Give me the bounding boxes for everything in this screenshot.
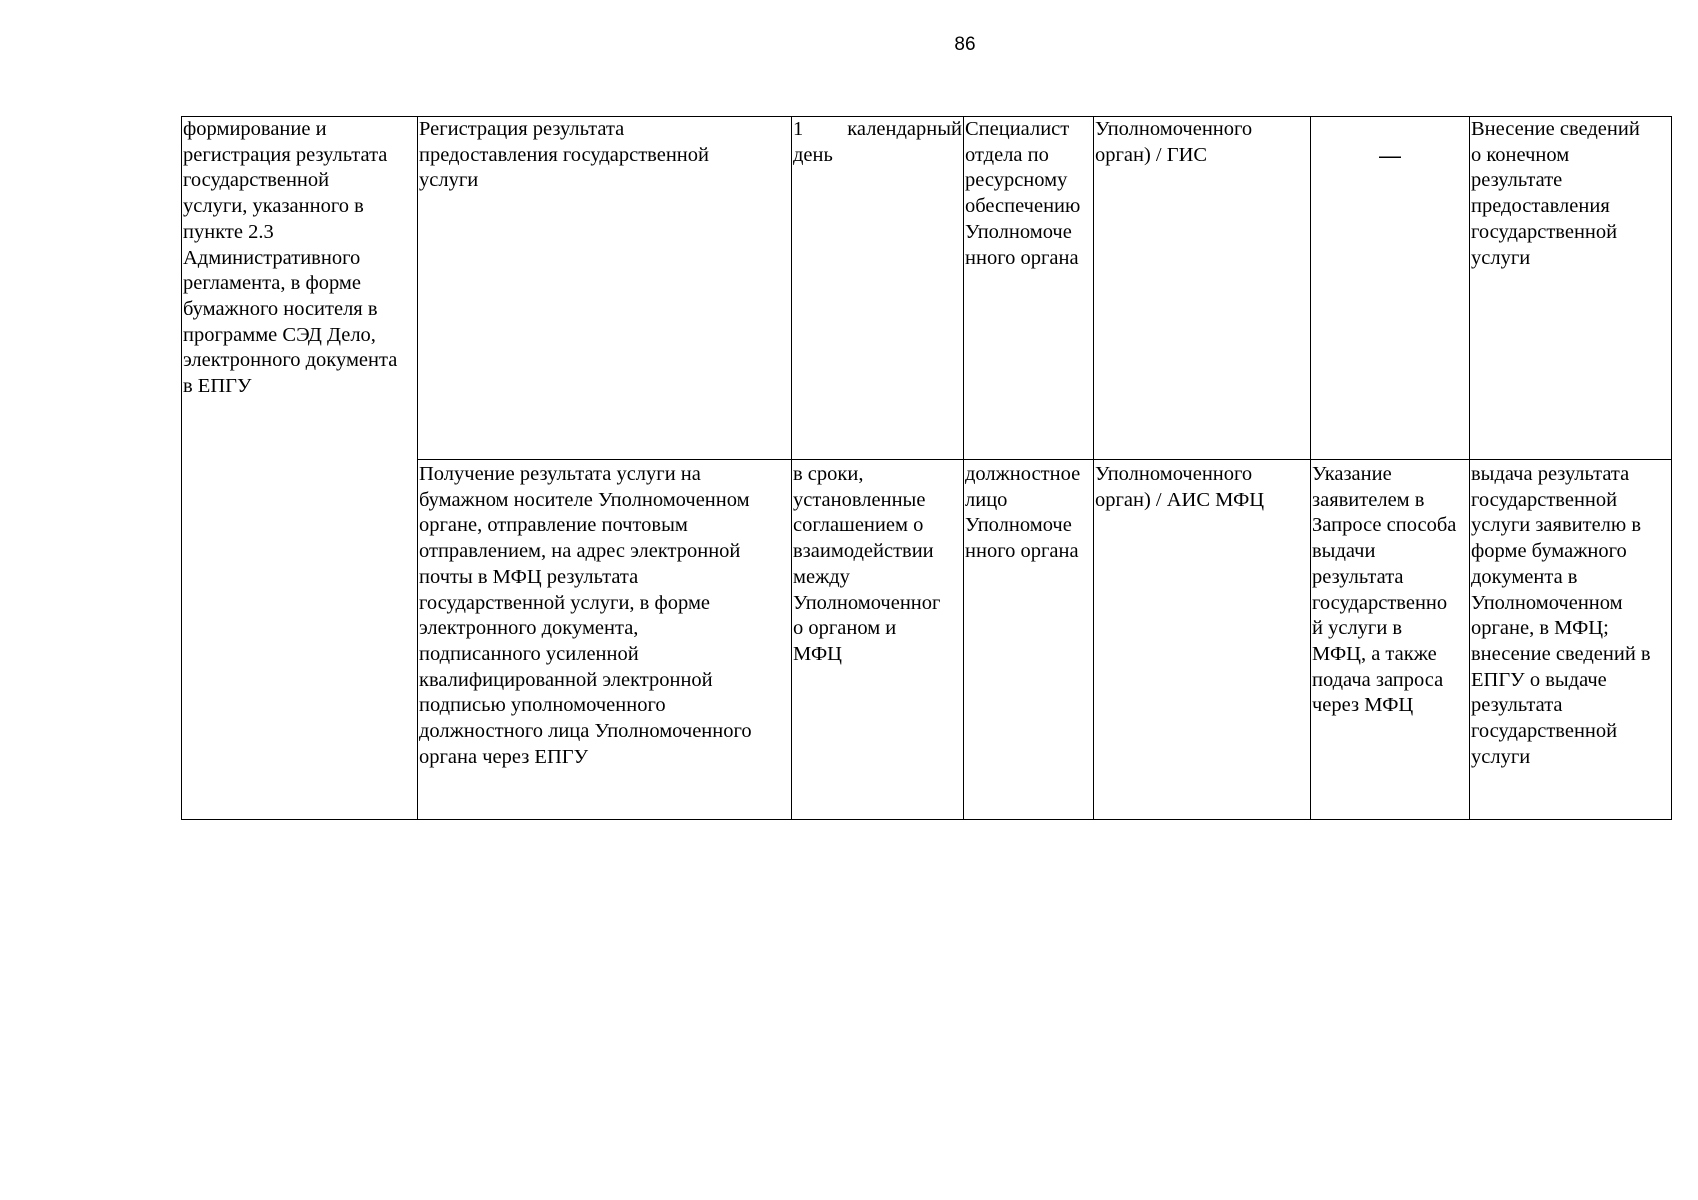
term-first-line xyxy=(793,117,962,143)
term-cell: в сроки, установленные соглашением о взаимодействии между Уполномоченног о органом и МФЦ xyxy=(792,460,964,820)
result-cell: выдача результата государственной услуги заявителю в форме бумажного документа в Уполномоченном органе, в МФЦ; внесение сведений в ЕПГУ о выдаче результата государственной услуги xyxy=(1470,460,1672,820)
procedure-table xyxy=(181,116,1672,820)
table-row xyxy=(182,117,1672,460)
criteria-cell xyxy=(1311,117,1470,460)
place-cell: Уполномоченного орган) / АИС МФЦ xyxy=(1094,460,1311,820)
dash-mark: — xyxy=(1379,142,1401,168)
term-number: 1 xyxy=(793,118,804,140)
result-cell: Внесение сведений о конечном результате предоставления государственной услуги xyxy=(1470,117,1672,460)
responsible-cell: должностное лицо Уполномоче нного органа xyxy=(964,460,1094,820)
term-cell xyxy=(792,117,964,460)
page-number: 86 xyxy=(954,34,976,55)
criteria-cell: Указание заявителем в Запросе способа выдачи результата государственно й услуги в МФЦ, а также подача запроса через МФЦ xyxy=(1311,460,1470,820)
term-unit: календарный xyxy=(847,118,962,140)
procedure-cell: Получение результата услуги на бумажном носителе Уполномоченном органе, отправление почтовым отправлением, на адрес электронной почты в МФЦ результата государственной услуги, в форме электронного документа, подписанного усиленной квалифицированной электронной подписью уполномоченного должностного лица Уполномоченного органа через ЕПГУ xyxy=(418,460,792,820)
term-rest: день xyxy=(793,143,833,166)
place-cell: Уполномоченного орган) / ГИС xyxy=(1094,117,1311,460)
action-cell: формирование и регистрация результата государственной услуги, указанного в пункте 2.3 Административного регламента, в форме бумажного носителя в программе СЭД Дело, электронного документа в ЕПГУ xyxy=(182,117,418,820)
responsible-cell: Специалист отдела по ресурсному обеспечению Уполномоче нного органа xyxy=(964,117,1094,460)
procedure-cell: Регистрация результата предоставления государственной услуги xyxy=(418,117,792,460)
